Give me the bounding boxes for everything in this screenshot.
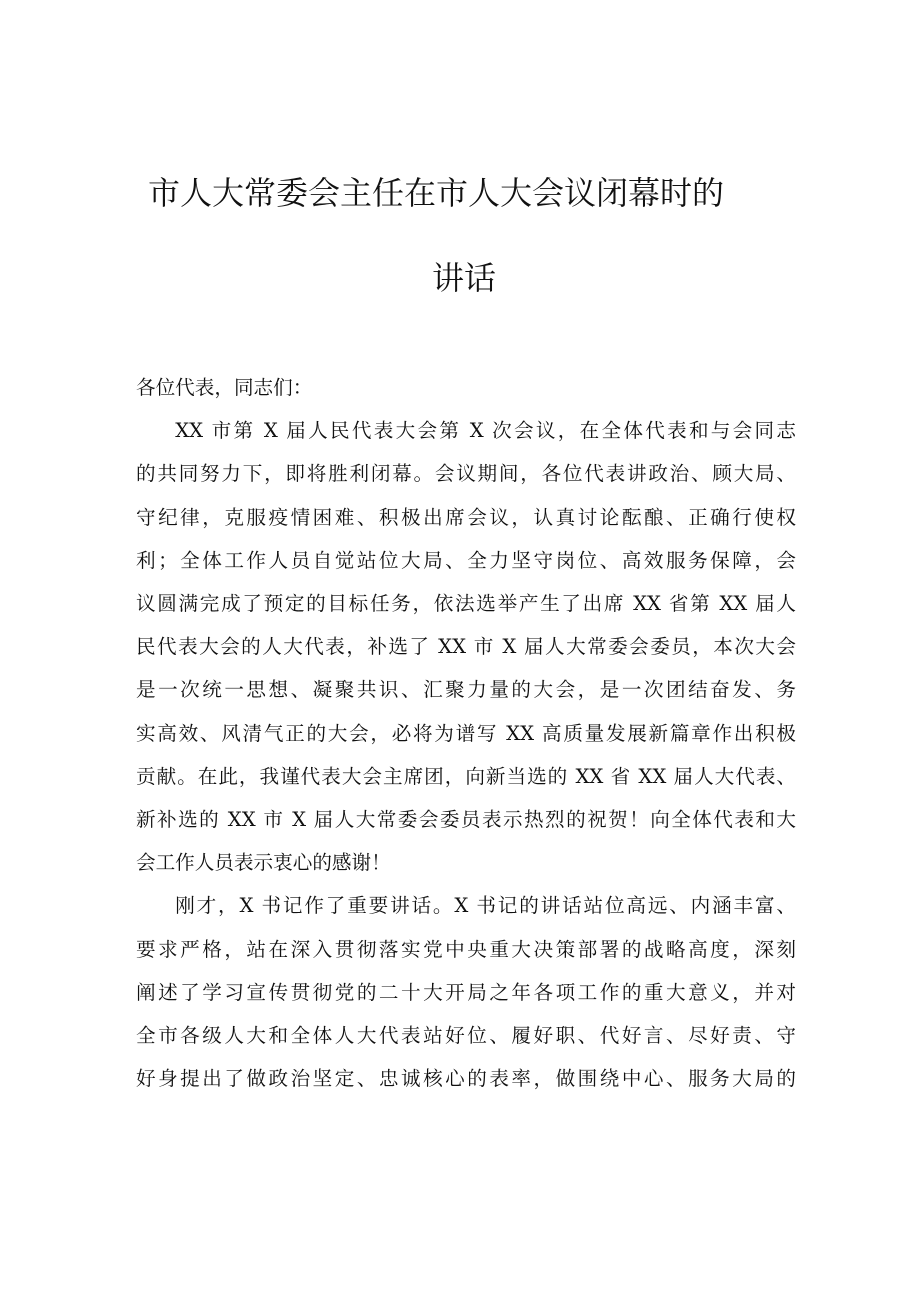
paragraph-line: 民代表大会的人大代表，补选了 XX 市 X 届人大常委会委员，本次大会 — [136, 635, 796, 659]
salutation: 各位代表，同志们： — [136, 376, 313, 399]
paragraph-line: 刚才，X 书记作了重要讲话。X 书记的讲话站位高远、内涵丰富、 — [175, 894, 796, 918]
paragraph-line: 会工作人员表示衷心的感谢！ — [136, 851, 391, 875]
paragraph-line: 新补选的 XX 市 X 届人大常委会委员表示热烈的祝贺！向全体代表和大 — [136, 808, 796, 832]
paragraph-1 — [136, 409, 796, 884]
paragraph-line: 要求严格，站在深入贯彻落实党中央重大决策部署的战略高度，深刻 — [136, 937, 796, 961]
paragraph-line: 议圆满完成了预定的目标任务，依法选举产生了出席 XX 省第 XX 届人 — [136, 592, 796, 616]
document-title-line-1: 市人大常委会主任在市人大会议闭幕时的 — [148, 174, 725, 212]
paragraph-line: 全市各级人大和全体人大代表站好位、履好职、代好言、尽好责、守 — [136, 1024, 796, 1048]
paragraph-line: 好身提出了做政治坚定、忠诚核心的表率，做围绕中心、服务大局的 — [136, 1067, 796, 1091]
paragraph-line: 阐述了学习宣传贯彻党的二十大开局之年各项工作的重大意义，并对 — [136, 980, 796, 1004]
paragraph-line: 是一次统一思想、凝聚共识、汇聚力量的大会，是一次团结奋发、务 — [136, 678, 796, 702]
paragraph-line: 的共同努力下，即将胜利闭幕。会议期间，各位代表讲政治、顾大局、 — [136, 462, 796, 486]
paragraph-line: XX 市第 X 届人民代表大会第 X 次会议，在全体代表和与会同志 — [175, 419, 796, 443]
document-body — [136, 366, 796, 1100]
document-title-line-2: 讲话 — [432, 259, 497, 297]
paragraph-line: 利；全体工作人员自觉站位大局、全力坚守岗位、高效服务保障，会 — [136, 548, 796, 572]
paragraph-line: 守纪律，克服疫情困难、积极出席会议，认真讨论酝酿、正确行使权 — [136, 505, 796, 529]
paragraph-line: 贡献。在此，我谨代表大会主席团，向新当选的 XX 省 XX 届人大代表、 — [136, 764, 796, 788]
paragraph-2 — [136, 884, 796, 1100]
paragraph-line: 实高效、风清气正的大会，必将为谱写 XX 高质量发展新篇章作出积极 — [136, 721, 796, 745]
